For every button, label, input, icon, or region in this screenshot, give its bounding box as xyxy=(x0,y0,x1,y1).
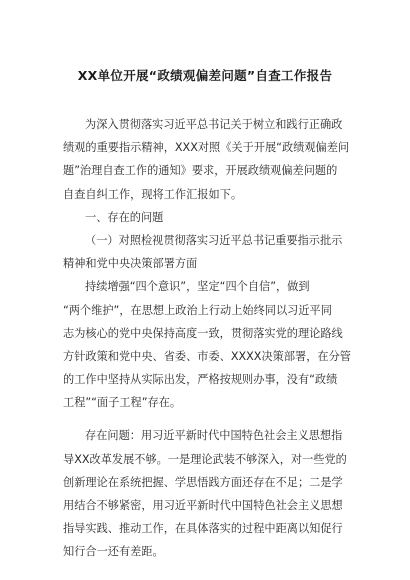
paragraph-line: 存在问题：用习近平新时代中国特色社会主义思想指 xyxy=(85,429,343,443)
subsection-heading: （一）对照检视贯彻落实习近平总书记重要指示批示 xyxy=(85,233,343,247)
section-heading: 一、存在的问题 xyxy=(85,210,164,224)
paragraph-line: 为深入贯彻落实习近平总书记关于树立和践行正确政 xyxy=(85,118,343,131)
paragraph-line: 自查自纠工作，现将工作汇报如下。 xyxy=(63,187,243,201)
paragraph-line: “两个维护”，在思想上政治上行动上始终同以习近平同 xyxy=(63,303,332,317)
paragraph-line: 绩观的重要指示精神，XXX对照《关于开展“政绩观偏差问 xyxy=(63,141,350,155)
paragraph-line: 创新理论在系统把握、学思悟践方面还存在不足；二是学 xyxy=(63,475,343,489)
paragraph-line: 方针政策和党中央、省委、市委、XXXX决策部署，在分管 xyxy=(63,349,351,363)
subsection-heading: 精神和党中央决策部署方面 xyxy=(63,257,198,271)
document-body xyxy=(63,113,353,564)
paragraph-line: 指导实践、推动工作，在具体落实的过程中距离以知促行 xyxy=(63,522,343,536)
paragraph-line: 题”治理自查工作的通知》要求，开展政绩观偏差问题的 xyxy=(63,164,338,178)
paragraph-line: 持续增强“四个意识”，坚定“四个自信”，做到 xyxy=(85,280,310,294)
paragraph-line: 导XX改革发展不够。一是理论武装不够深入，对一些党的 xyxy=(63,452,347,466)
paragraph-line: 工程”“面子工程”存在。 xyxy=(63,396,182,410)
paragraph-line: 志为核心的党中央保持高度一致，贯彻落实党的理论路线 xyxy=(63,326,343,340)
paragraph-gap xyxy=(63,414,353,424)
document-title: XX单位开展“政绩观偏差问题”自查工作报告 xyxy=(77,68,333,83)
paragraph-line: 的工作中坚持从实际出发，严格按规则办事，没有“政绩 xyxy=(63,373,338,387)
paragraph-line: 知行合一还有差距。 xyxy=(63,545,164,559)
paragraph-line: 用结合不够紧密，用习近平新时代中国特色社会主义思想 xyxy=(63,499,343,512)
